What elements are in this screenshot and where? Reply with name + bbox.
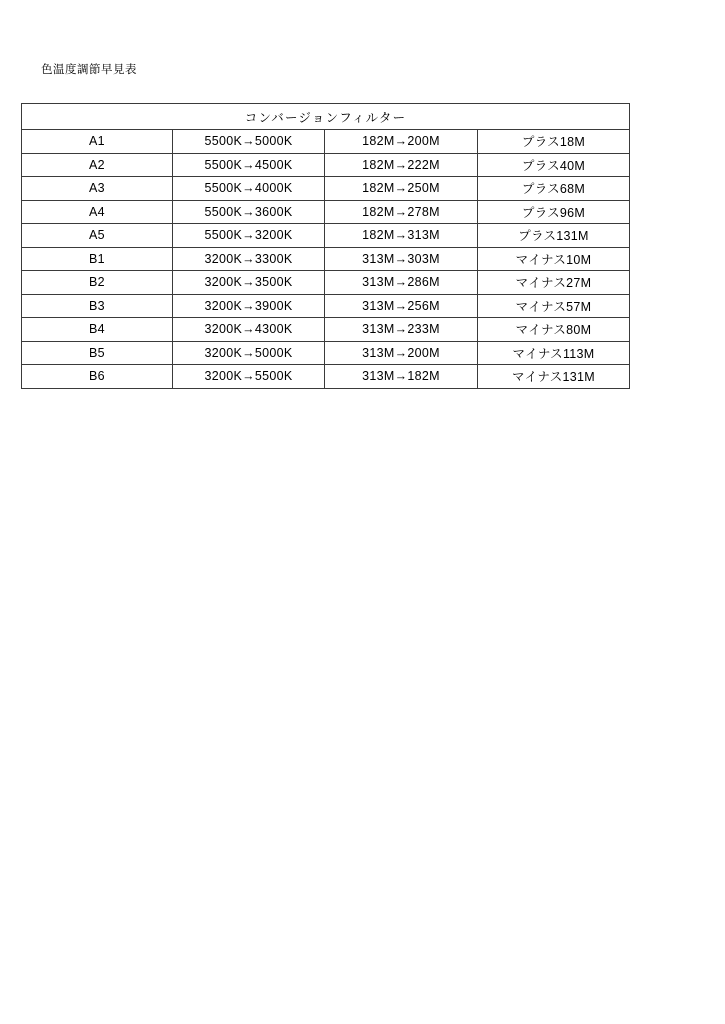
cell-kelvin: 3200K→4300K xyxy=(173,318,325,342)
cell-filter: B2 xyxy=(22,271,173,295)
cell-kelvin: 3200K→3900K xyxy=(173,294,325,318)
cell-shift: マイナス80M xyxy=(478,318,630,342)
cell-filter: B3 xyxy=(22,294,173,318)
cell-filter: B4 xyxy=(22,318,173,342)
cell-shift: マイナス113M xyxy=(478,341,630,365)
cell-filter: B5 xyxy=(22,341,173,365)
cell-kelvin: 5500K→4000K xyxy=(173,177,325,201)
table-row xyxy=(22,247,630,271)
table-row xyxy=(22,294,630,318)
cell-mired: 182M→313M xyxy=(325,224,478,248)
cell-kelvin: 5500K→5000K xyxy=(173,130,325,154)
cell-filter: B1 xyxy=(22,247,173,271)
table-caption-row xyxy=(22,104,630,130)
cell-shift: プラス68M xyxy=(478,177,630,201)
table-row xyxy=(22,224,630,248)
cell-filter: A4 xyxy=(22,200,173,224)
cell-mired: 182M→250M xyxy=(325,177,478,201)
cell-mired: 313M→286M xyxy=(325,271,478,295)
table-caption: コンバージョンフィルター xyxy=(22,104,630,130)
cell-filter: A1 xyxy=(22,130,173,154)
cell-filter: A2 xyxy=(22,153,173,177)
cell-kelvin: 3200K→3500K xyxy=(173,271,325,295)
table-row xyxy=(22,341,630,365)
cell-mired: 182M→278M xyxy=(325,200,478,224)
cell-shift: マイナス27M xyxy=(478,271,630,295)
table-row xyxy=(22,130,630,154)
cell-kelvin: 5500K→4500K xyxy=(173,153,325,177)
page-title: 色温度調節早見表 xyxy=(41,64,137,76)
cell-shift: マイナス57M xyxy=(478,294,630,318)
cell-kelvin: 5500K→3200K xyxy=(173,224,325,248)
cell-mired: 313M→256M xyxy=(325,294,478,318)
cell-shift: プラス131M xyxy=(478,224,630,248)
cell-shift: マイナス10M xyxy=(478,247,630,271)
cell-kelvin: 3200K→3300K xyxy=(173,247,325,271)
cell-kelvin: 3200K→5500K xyxy=(173,365,325,389)
conversion-filter-table xyxy=(21,103,630,389)
table-row xyxy=(22,318,630,342)
cell-filter: A5 xyxy=(22,224,173,248)
cell-shift: プラス96M xyxy=(478,200,630,224)
conversion-filter-table-container xyxy=(21,103,629,389)
cell-mired: 182M→200M xyxy=(325,130,478,154)
cell-kelvin: 3200K→5000K xyxy=(173,341,325,365)
table-row xyxy=(22,177,630,201)
cell-shift: プラス40M xyxy=(478,153,630,177)
cell-mired: 313M→233M xyxy=(325,318,478,342)
cell-filter: A3 xyxy=(22,177,173,201)
cell-mired: 313M→303M xyxy=(325,247,478,271)
cell-kelvin: 5500K→3600K xyxy=(173,200,325,224)
cell-mired: 313M→182M xyxy=(325,365,478,389)
table-row xyxy=(22,200,630,224)
cell-filter: B6 xyxy=(22,365,173,389)
cell-mired: 182M→222M xyxy=(325,153,478,177)
cell-shift: マイナス131M xyxy=(478,365,630,389)
table-row xyxy=(22,153,630,177)
table-row xyxy=(22,271,630,295)
cell-shift: プラス18M xyxy=(478,130,630,154)
table-body xyxy=(22,104,630,389)
table-row xyxy=(22,365,630,389)
cell-mired: 313M→200M xyxy=(325,341,478,365)
